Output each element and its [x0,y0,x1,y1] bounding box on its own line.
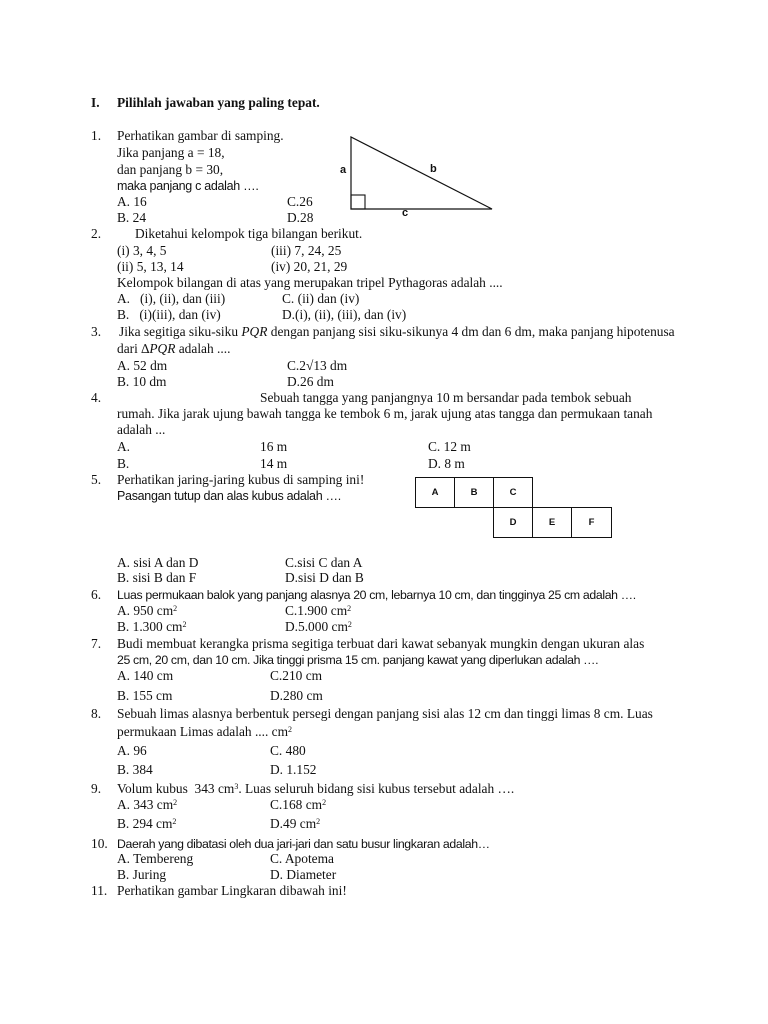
q2-number: 2. [91,226,102,241]
q10-option-a: A. Tembereng [117,851,194,866]
q4-option-c: C. 12 m [428,439,471,454]
q10-option-b: B. Juring [117,867,167,882]
q9-option-a: A. 343 $cm^2$ [117,797,178,812]
q6-option-c: C.1.900 $cm^2$ [285,603,352,618]
q4-line-2: rumah. Jika jarak ujung bawah tangga ke tembok 6 m, jarak ujung atas tangga dan permukaan tanah [117,406,653,421]
q2-option-c: C. (ii) dan (iv) [282,291,360,306]
q10-line-1: Daerah yang dibatasi oleh dua jari-jari dan satu busur lingkaran adalah… [117,837,490,851]
q6-option-b: B. 1.300 $cm^2$ [117,619,187,634]
q7-option-b: B. 155 cm [117,688,173,703]
net-face-a: A [415,477,455,508]
q4-option-b: 14 m [260,456,288,471]
q3-option-b: B. 10 dm [117,374,167,389]
q2-item-ii: (ii) 5, 13, 14 [117,259,184,274]
q6-line-1: Luas permukaan balok yang panjang alasnya 20 cm, lebarnya 10 cm, dan tingginya 25 cm adalah …. [117,588,636,602]
triangle-label-c: c [402,207,409,219]
q9-number: 9. [91,781,102,796]
q2-item-iv: (iv) 20, 21, 29 [271,259,348,274]
net-face-c: C [493,477,533,508]
q1-line-3: dan panjang b = 30, [117,162,224,177]
section-title: Pilihlah jawaban yang paling tepat. [117,95,320,110]
q3-line-2: dari ∆PQR adalah .... [117,341,231,356]
q5-number: 5. [91,472,102,487]
q5-option-b: B. sisi B dan F [117,570,197,585]
q11-line-1: Perhatikan gambar Lingkaran dibawah ini! [117,883,347,898]
q4-option-a: 16 m [260,439,288,454]
q8-number: 8. [91,706,102,721]
q6-number: 6. [91,587,102,602]
section-number: I. [91,95,100,110]
q2-item-i: (i) 3, 4, 5 [117,243,167,258]
q2-stem: Kelompok bilangan di atas yang merupakan tripel Pythagoras adalah .... [117,275,503,290]
q3-number: 3. [91,324,102,339]
q9-option-c: C.168 $cm^2$ [270,797,327,812]
q7-option-a: A. 140 cm [117,668,174,683]
q2-line-1: Diketahui kelompok tiga bilangan berikut. [135,226,363,241]
q3-option-a: A. 52 dm [117,358,168,373]
q6-option-d: D.5.000 $cm^2$ [285,619,352,634]
q4-line-3: adalah ... [117,422,166,437]
net-face-f: F [571,507,612,538]
q7-option-d: D.280 cm [270,688,323,703]
q4-line-1: Sebuah tangga yang panjangnya 10 m bersandar pada tembok sebuah [260,390,632,405]
q6-option-a: A. 950 $cm^2$ [117,603,178,618]
q2-option-d: D.(i), (ii), (iii), dan (iv) [282,307,407,322]
q9-option-b: B. 294 $cm^2$ [117,816,177,831]
q4-option-a-label: A. [117,439,131,454]
q9-line-1: Volum kubus 343 $cm^3$. Luas seluruh bidang sisi kubus tersebut adalah …. [117,781,515,796]
q10-option-c: C. Apotema [270,851,334,866]
q1-option-b: B. 24 [117,210,147,225]
q4-option-b-label: B. [117,456,130,471]
q4-option-d: D. 8 m [428,456,465,471]
q8-option-b: B. 384 [117,762,153,777]
triangle-label-a: a [340,164,347,176]
q3-option-d: D.26 dm [287,374,334,389]
q1-line-1: Perhatikan gambar di samping. [117,128,284,143]
q8-option-c: C. 480 [270,743,306,758]
q5-option-c: C.sisi C dan A [285,555,363,570]
q2-item-iii: (iii) 7, 24, 25 [271,243,342,258]
q1-line-2: Jika panjang a = 18, [117,145,225,160]
q1-number: 1. [91,128,102,143]
q5-line-2: Pasangan tutup dan alas kubus adalah …. [117,489,341,503]
net-face-e: E [532,507,572,538]
net-face-d: D [493,507,533,538]
q3-line-1: Jika segitiga siku-siku PQR dengan panjang sisi siku-sikunya 4 dm dan 6 dm, maka panjang hipotenusa [119,324,675,339]
q2-option-b: B. (i)(iii), dan (iv) [117,307,221,322]
q8-line-1: Sebuah limas alasnya berbentuk persegi dengan panjang sisi alas 12 cm dan tinggi limas 8 cm. Luas [117,706,653,721]
q1-option-a: A. 16 [117,194,147,209]
q10-option-d: D. Diameter [270,867,337,882]
q10-number: 10. [91,836,108,851]
q5-option-d: D.sisi D dan B [285,570,364,585]
q8-option-d: D. 1.152 [270,762,317,777]
q2-option-a: A. (i), (ii), dan (iii) [117,291,226,306]
q7-line-2: 25 cm, 20 cm, dan 10 cm. Jika tinggi prisma 15 cm. panjang kawat yang diperlukan adalah …. [117,653,599,667]
q5-option-a: A. sisi A dan D [117,555,199,570]
q8-line-2: permukaan Limas adalah .... $cm^2$ [117,724,293,739]
q9-option-d: D.49 $cm^2$ [270,816,321,831]
q11-number: 11. [91,883,108,898]
q7-number: 7. [91,636,102,651]
q1-option-d: D.28 [287,210,314,225]
q7-option-c: C.210 cm [270,668,323,683]
q3-option-c: C.2√13 dm [287,358,348,373]
net-face-b: B [454,477,494,508]
q1-line-4: maka panjang c adalah …. [117,179,259,193]
triangle-label-b: b [430,163,437,175]
q7-line-1: Budi membuat kerangka prisma segitiga terbuat dari kawat sebanyak mungkin dengan ukuran alas [117,636,645,651]
q8-option-a: A. 96 [117,743,147,758]
q5-line-1: Perhatikan jaring-jaring kubus di samping ini! [117,472,365,487]
q1-option-c: C.26 [287,194,313,209]
q4-number: 4. [91,390,102,405]
